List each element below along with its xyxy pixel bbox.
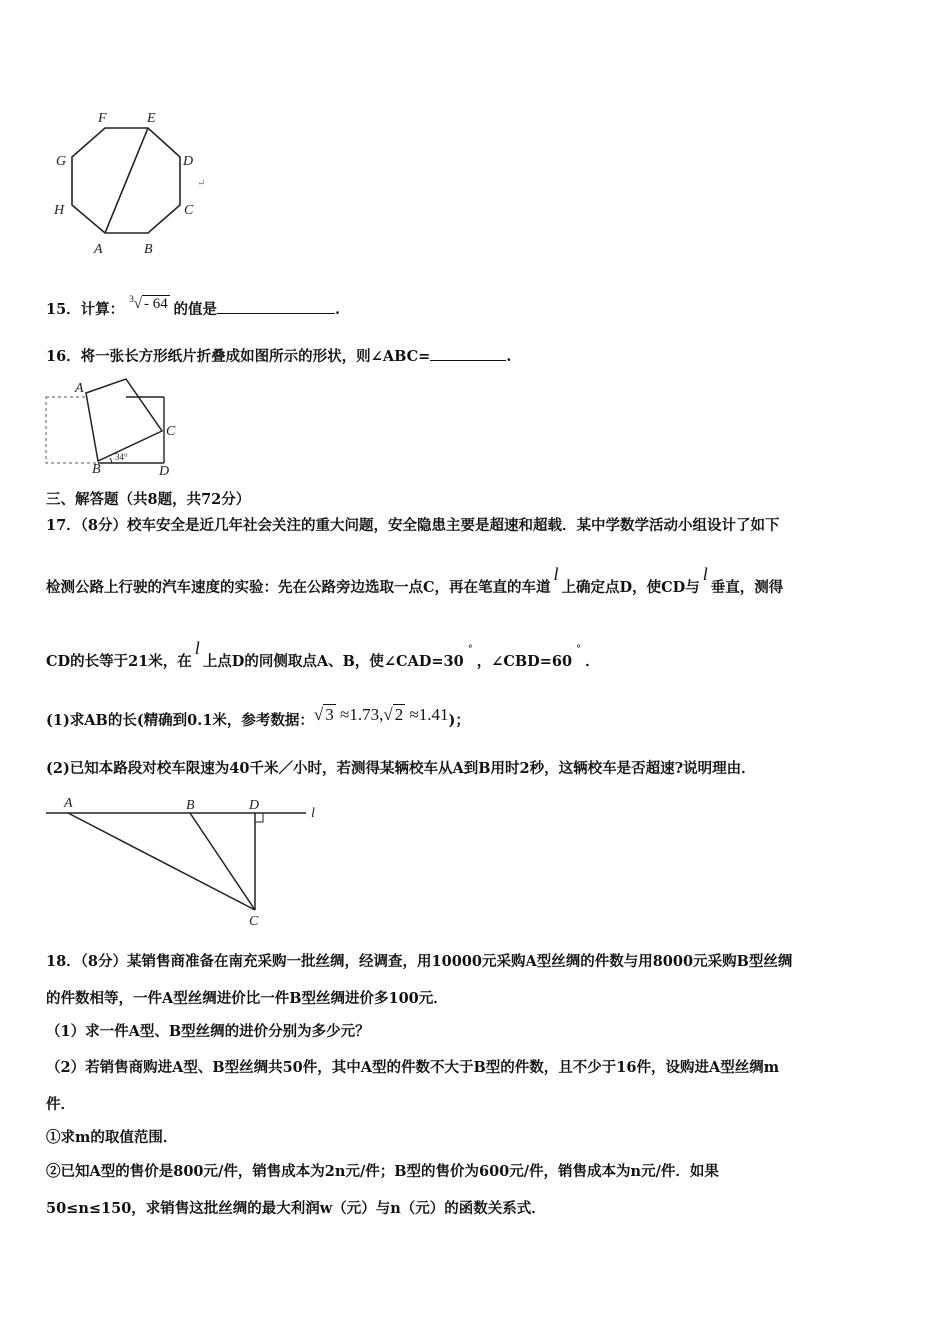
octagon-figure [50, 108, 220, 260]
q15-prefix: 15．计算： [46, 301, 125, 318]
q17-line-1: 17．（8分）校车安全是近几年社会关注的重大问题，安全隐患主要是超速和超载．某中学数学活动小组设计了如下 [46, 517, 780, 534]
q15-root-index: 3 [129, 294, 134, 304]
return-mark: ↵ [197, 178, 206, 189]
section-3-title: 三、解答题（共8题，共72分） [46, 491, 251, 508]
q18-part-1: （1）求一件A型、B型丝绸的进价分别为多少元？ [46, 1023, 370, 1040]
vertex-a: A [94, 242, 103, 257]
fold-point-b: B [92, 462, 101, 477]
q16-line: 16．将一张长方形纸片折叠成如图所示的形状，则∠ABC= . [46, 348, 512, 365]
segment-ae [105, 128, 148, 233]
road-point-c: C [249, 914, 259, 929]
road-point-a: A [64, 796, 73, 811]
vertex-h: H [54, 203, 65, 218]
q18-line-1: 18．（8分）某销售商准备在南充采购一批丝绸，经调查，用10000元采购A型丝绸的件数与用8000元采购B型丝绸 [46, 953, 793, 970]
vertex-b: B [144, 242, 153, 257]
q15-root: $^3$√ - 64 [129, 294, 168, 312]
q15-radicand: - 64 [143, 296, 168, 312]
q16-answer-blank [430, 360, 506, 361]
vertex-f: F [98, 111, 107, 126]
fold-point-c: C [166, 424, 176, 439]
reference-values: √ 3 ≈1.73,√ 2 ≈1.41 [313, 705, 449, 724]
q17-line-2: 检测公路上行驶的汽车速度的实验：先在公路旁边选取一点C，再在笔直的车道l上确定点D，使CD与l垂直，测得 [46, 564, 784, 596]
vertex-d: D [183, 154, 194, 169]
segment-bc [190, 813, 255, 910]
degree-mark: ° [576, 644, 582, 655]
road-figure [44, 795, 334, 930]
q18-line-2: 的件数相等，一件A型丝绸进价比一件B型丝绸进价多100元． [46, 990, 448, 1007]
q18-part-2: （2）若销售商购进A型、B型丝绸共50件，其中A型的件数不大于B型的件数，且不少于16件，设购进A型丝绸m [46, 1059, 780, 1076]
q17-line-3: CD的长等于21米，在l上点D的同侧取点A、B，使∠CAD=30°，∠CBD=60°． [46, 638, 600, 670]
line-l-symbol: l [702, 564, 708, 584]
q18-sub-1: ①求m的取值范围． [46, 1129, 178, 1146]
q18-sub-2: ②已知A型的售价是800元/件，销售成本为2n元/件；B型的售价为600元/件，销售成本为n元/件．如果 [46, 1163, 719, 1180]
q16-text: 16．将一张长方形纸片折叠成如图所示的形状，则∠ABC= [46, 348, 431, 365]
road-point-d: D [249, 798, 260, 813]
q17-part-1: (1)求AB的长(精确到0.1米，参考数据：√ 3 ≈1.73,√ 2 ≈1.41)； [46, 705, 470, 729]
q18-sub-2b: 50≤n≤150，求销售这批丝绸的最大利润w（元）与n（元）的函数关系式． [46, 1200, 546, 1217]
fold-point-a: A [75, 381, 84, 396]
line-l-symbol: l [194, 638, 200, 658]
q18-part-2b: 件． [46, 1096, 75, 1113]
right-angle-mark [255, 813, 263, 822]
vertex-e: E [147, 111, 156, 126]
line-l-symbol: l [553, 564, 559, 584]
fold-figure [42, 375, 192, 480]
fold-point-d: D [159, 464, 170, 479]
degree-mark: ° [467, 644, 473, 655]
vertex-g: G [56, 154, 67, 169]
road-point-b: B [186, 798, 195, 813]
segment-ac [68, 813, 255, 910]
q17-part-2: (2)已知本路段对校车限速为40千米／小时，若测得某辆校车从A到B用时2秒，这辆校车是否超速?说明理由． [46, 760, 756, 777]
folded-flap [86, 379, 162, 461]
vertex-c: C [184, 203, 194, 218]
q15-answer-blank [217, 313, 335, 314]
fold-angle-label: 34° [115, 452, 128, 462]
q15-suffix: 的值是 [173, 301, 217, 318]
road-label-l: l [311, 806, 315, 821]
q15-line: 15．计算： $^3$√ - 64 的值是 . [46, 294, 341, 318]
